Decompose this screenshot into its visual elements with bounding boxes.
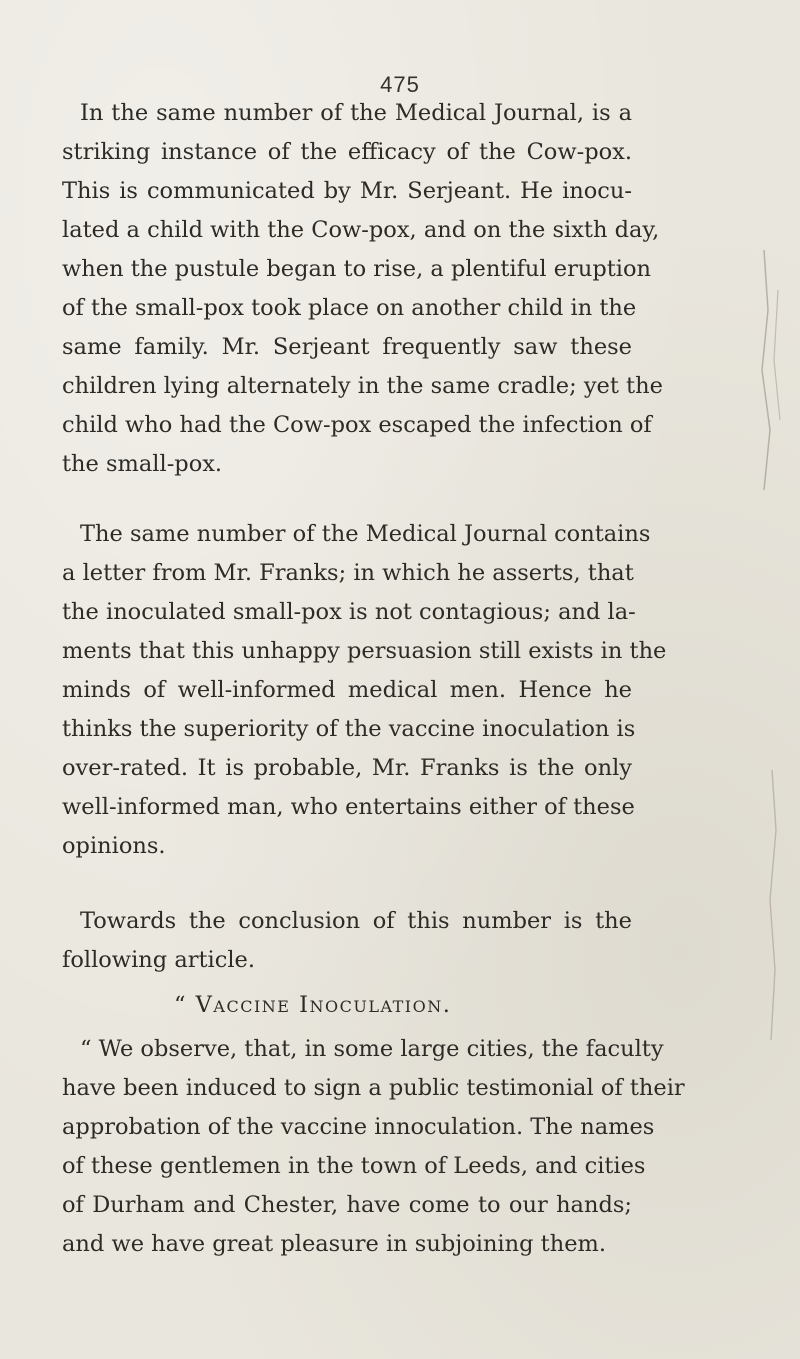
text-line: and we have great pleasure in subjoining them. [62,1231,607,1257]
text-line: The same number of the Medical Journal contains [80,521,651,547]
text-line: well-informed man, who entertains either of these [62,794,635,820]
text-line: thinks the superiority of the vaccine inoculation is [62,716,636,742]
text-line: the small-pox. [62,451,223,477]
page-number: 475 [380,72,420,97]
facing-page-bleed-through [734,250,794,1070]
paragraph-cow-pox-efficacy [62,94,663,484]
text-line: the inoculated small-pox is not contagious; and la- [62,599,636,625]
text-line: This is communicated by Mr. Serjeant. He inocu- [62,178,632,204]
text-line: following article. [62,947,255,973]
article-heading: “ Vaccine Inoculation. [174,992,452,1018]
text-line: have been induced to sign a public testimonial of their [62,1075,685,1101]
text-line: over-rated. It is probable, Mr. Franks is the only [62,755,632,781]
paragraph-mr-franks-letter [62,515,667,866]
text-line: minds of well-informed medical men. Hence he [62,677,632,703]
text-line: when the pustule began to rise, a plentiful eruption [62,256,651,282]
text-line: of the small-pox took place on another child in the [62,295,637,321]
text-line: opinions. [62,833,166,859]
text-line: ments that this unhappy persuasion still exists in the [62,638,667,664]
text-line: of these gentlemen in the town of Leeds, and cities [62,1153,646,1179]
text-line: lated a child with the Cow-pox, and on the sixth day, [62,217,660,243]
text-line: striking instance of the efficacy of the Cow-pox. [62,139,632,165]
text-line: child who had the Cow-pox escaped the infection of [62,412,652,438]
quoted-article-paragraph [62,1030,685,1264]
paragraph-conclusion-intro [62,902,632,980]
text-line: approbation of the vaccine innoculation. The names [62,1114,655,1140]
text-line: In the same number of the Medical Journal, is a [80,100,632,126]
quoted-article-heading [62,986,632,1025]
text-line: “ We observe, that, in some large cities, the faculty [80,1036,664,1062]
text-line: same family. Mr. Serjeant frequently saw these [62,334,632,360]
text-line: a letter from Mr. Franks; in which he asserts, that [62,560,634,586]
text-line: Towards the conclusion of this number is the [80,908,632,934]
text-line: children lying alternately in the same cradle; yet the [62,373,663,399]
text-line: of Durham and Chester, have come to our hands; [62,1192,632,1218]
